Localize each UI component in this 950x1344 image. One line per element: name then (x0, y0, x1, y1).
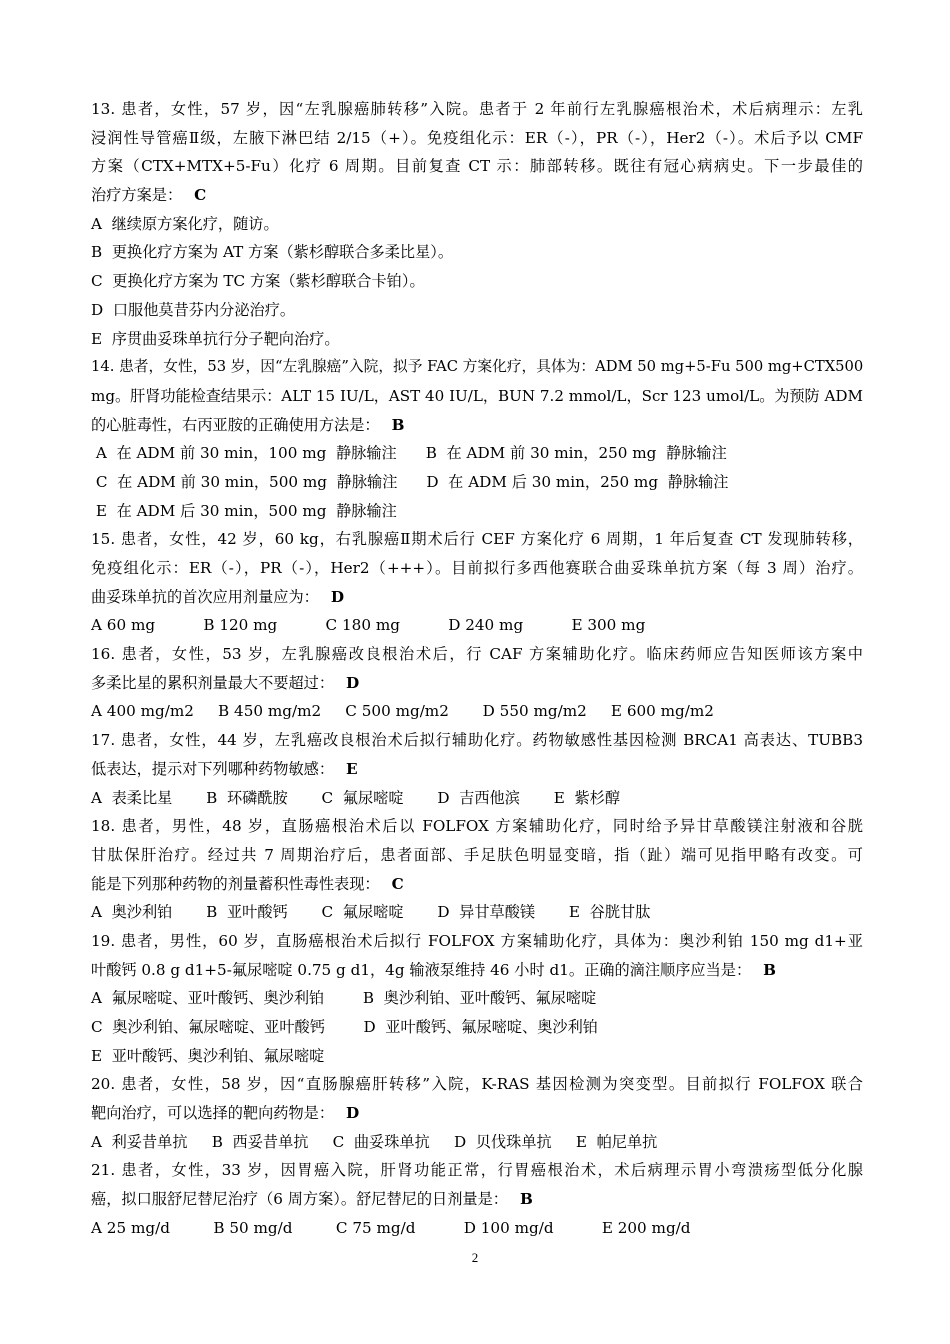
answer-option-line: A 60 mg B 120 mg C 180 mg D 240 mg E 300 mg (91, 616, 646, 635)
answer-option-line: A 继续原方案化疗，随访。 (91, 214, 279, 233)
answer-key: C (194, 186, 207, 205)
answer-option-line: A 表柔比星 B 环磷酰胺 C 氟尿嘧啶 D 吉西他滨 E 紫杉醇 (91, 788, 621, 807)
document-page (91, 95, 863, 1243)
answer-key: B (763, 960, 776, 979)
question-stem-line (91, 583, 863, 612)
question-stem-text: 低表达，提示对下列哪种药物敏感： (91, 759, 334, 778)
answer-key: C (391, 874, 404, 893)
question-stem-line (91, 554, 863, 583)
question-block (91, 1070, 863, 1156)
question-stem-line (91, 956, 863, 985)
answer-option-line: B 更换化疗方案为 AT 方案（紫杉醇联合多柔比星）。 (91, 243, 454, 262)
question-stem-line (91, 640, 863, 669)
answer-option-line: A 25 mg/d B 50 mg/d C 75 mg/d D 100 mg/d E 200 mg/d (91, 1218, 691, 1237)
question-stem-text: 18. 患者，男性，48 岁，直肠癌根治术后以 FOLFOX 方案辅助化疗，同时给予异甘草酸镁注射液和谷胱 (91, 817, 863, 836)
question-stem-line (91, 726, 863, 755)
question-stem-text: 方案（CTX+MTX+5-Fu）化疗 6 周期。目前复查 CT 示：肺部转移。既往有冠心病病史。下一步最佳的 (91, 157, 863, 176)
answer-option-line: E 亚叶酸钙、奥沙利铂、氟尿嘧啶 (91, 1046, 325, 1065)
question-stem-line (91, 841, 863, 870)
answer-option-line: D 口服他莫昔芬内分泌治疗。 (91, 300, 296, 319)
question-stem-line (91, 525, 863, 554)
question-stem-line (91, 669, 863, 698)
question-block (91, 726, 863, 812)
answer-option-line: A 奥沙利铂 B 亚叶酸钙 C 氟尿嘧啶 D 异甘草酸镁 E 谷胱甘肽 (91, 903, 651, 922)
question-stem-text: 17. 患者，女性，44 岁，左乳癌改良根治术后拟行辅助化疗。药物敏感性基因检测 BRCA1 高表达、TUBB3 (91, 731, 863, 750)
answer-option-line: A 利妥昔单抗 B 西妥昔单抗 C 曲妥珠单抗 D 贝伐珠单抗 E 帕尼单抗 (91, 1132, 658, 1151)
question-stem-text: 浸润性导管癌Ⅱ级，左腋下淋巴结 2/15（+）。免疫组化示：ER（-），PR（-），Her2（-）。术后予以 CMF (91, 128, 863, 147)
question-stem-text: 21. 患者，女性，33 岁，因胃癌入院，肝肾功能正常，行胃癌根治术，术后病理示胃小弯溃疡型低分化腺 (91, 1161, 863, 1180)
question-stem-text: 19. 患者，男性，60 岁，直肠癌根治术后拟行 FOLFOX 方案辅助化疗，具体为：奥沙利铂 150 mg d1+亚 (91, 931, 863, 950)
answer-option-line: C 奥沙利铂、氟尿嘧啶、亚叶酸钙 D 亚叶酸钙、氟尿嘧啶、奥沙利铂 (91, 1018, 598, 1036)
question-stem-text: 癌，拟口服舒尼替尼治疗（6 周方案）。舒尼替尼的日剂量是： (91, 1190, 508, 1209)
question-stem-text: 多柔比星的累积剂量最大不要超过： (91, 673, 334, 692)
answer-key: D (330, 587, 344, 606)
question-stem-text: 的心脏毒性，右丙亚胺的正确使用方法是： (91, 415, 380, 434)
question-stem-text: 甘肽保肝治疗。经过共 7 周期治疗后，患者面部、手足肤色明显变暗，指（趾）端可见指甲略有改变。可 (91, 845, 863, 864)
question-block (91, 812, 863, 927)
question-block (91, 95, 863, 353)
answer-option-line: C 更换化疗方案为 TC 方案（紫杉醇联合卡铂）。 (91, 272, 425, 291)
question-stem-text: 治疗方案是： (91, 186, 183, 205)
question-stem-text: 曲妥珠单抗的首次应用剂量应为： (91, 587, 319, 606)
answer-option-line: C 在 ADM 前 30 min，500 mg 静脉输注 D 在 ADM 后 30 min，250 mg 静脉输注 (91, 472, 729, 491)
question-stem-line (91, 152, 863, 181)
question-stem-text: 叶酸钙 0.8 g d1+5-氟尿嘧啶 0.75 g d1，4g 输液泵维持 46 小时 d1。正确的滴注顺序应当是： (91, 960, 752, 979)
question-stem-line (91, 755, 863, 784)
question-stem-text: 能是下列那种药物的剂量蓄积性毒性表现： (91, 874, 380, 893)
question-stem-text: 20. 患者，女性，58 岁，因“直肠腺癌肝转移”入院，K-RAS 基因检测为突变型。目前拟行 FOLFOX 联合 (91, 1075, 863, 1094)
question-stem-line (91, 382, 863, 411)
answer-option-line: A 400 mg/m2 B 450 mg/m2 C 500 mg/m2 D 550 mg/m2 E 600 mg/m2 (91, 702, 714, 721)
page-number: 2 (471, 1250, 479, 1265)
question-stem-text: 13. 患者，女性，57 岁，因“左乳腺癌肺转移”入院。患者于 2 年前行左乳腺癌根治术，术后病理示：左乳 (91, 100, 863, 118)
question-block (91, 353, 863, 525)
answer-key: D (346, 673, 360, 692)
answer-key: B (391, 415, 405, 434)
question-stem-line (91, 1185, 863, 1214)
answer-key: B (519, 1190, 533, 1209)
question-block (91, 927, 863, 1070)
answer-key: D (346, 1104, 360, 1123)
question-stem-line (91, 353, 863, 382)
question-stem-text: 16. 患者，女性，53 岁，左乳腺癌改良根治术后，行 CAF 方案辅助化疗。临床药师应告知医师该方案中 (91, 645, 863, 664)
question-stem-line (91, 1099, 863, 1128)
question-stem-line (91, 927, 863, 956)
question-stem-text: 15. 患者，女性，42 岁，60 kg，右乳腺癌Ⅱ期术后行 CEF 方案化疗 6 周期，1 年后复查 CT 发现肺转移， (91, 530, 863, 549)
question-stem-line (91, 181, 863, 210)
question-stem-line (91, 124, 863, 153)
question-stem-line (91, 95, 863, 124)
question-block (91, 525, 863, 640)
question-stem-line (91, 1070, 863, 1099)
answer-option-line: E 在 ADM 后 30 min，500 mg 静脉输注 (91, 501, 397, 520)
question-block (91, 1156, 863, 1242)
question-stem-line (91, 1156, 863, 1185)
answer-option-line: E 序贯曲妥珠单抗行分子靶向治疗。 (91, 329, 340, 348)
question-stem-line (91, 812, 863, 841)
question-stem-text: mg。肝肾功能检查结果示：ALT 15 IU/L，AST 40 IU/L，BUN 7.2 mmol/L，Scr 123 umol/L。为预防 ADM (91, 386, 863, 405)
question-stem-text: 靶向治疗，可以选择的靶向药物是： (91, 1104, 334, 1123)
answer-key: E (346, 759, 358, 778)
question-stem-text: 14. 患者，女性，53 岁，因“左乳腺癌”入院，拟予 FAC 方案化疗，具体为：ADM 50 mg+5-Fu 500 mg+CTX500 (91, 358, 864, 376)
question-stem-line (91, 870, 863, 899)
answer-option-line: A 在 ADM 前 30 min，100 mg 静脉输注 B 在 ADM 前 30 min，250 mg 静脉输注 (91, 444, 727, 463)
answer-option-line: A 氟尿嘧啶、亚叶酸钙、奥沙利铂 B 奥沙利铂、亚叶酸钙、氟尿嘧啶 (91, 989, 597, 1008)
question-stem-line (91, 411, 863, 440)
question-stem-text: 免疫组化示：ER（-），PR（-），Her2（+++）。目前拟行多西他赛联合曲妥珠单抗方案（每 3 周）治疗。 (91, 559, 863, 577)
question-block (91, 640, 863, 726)
